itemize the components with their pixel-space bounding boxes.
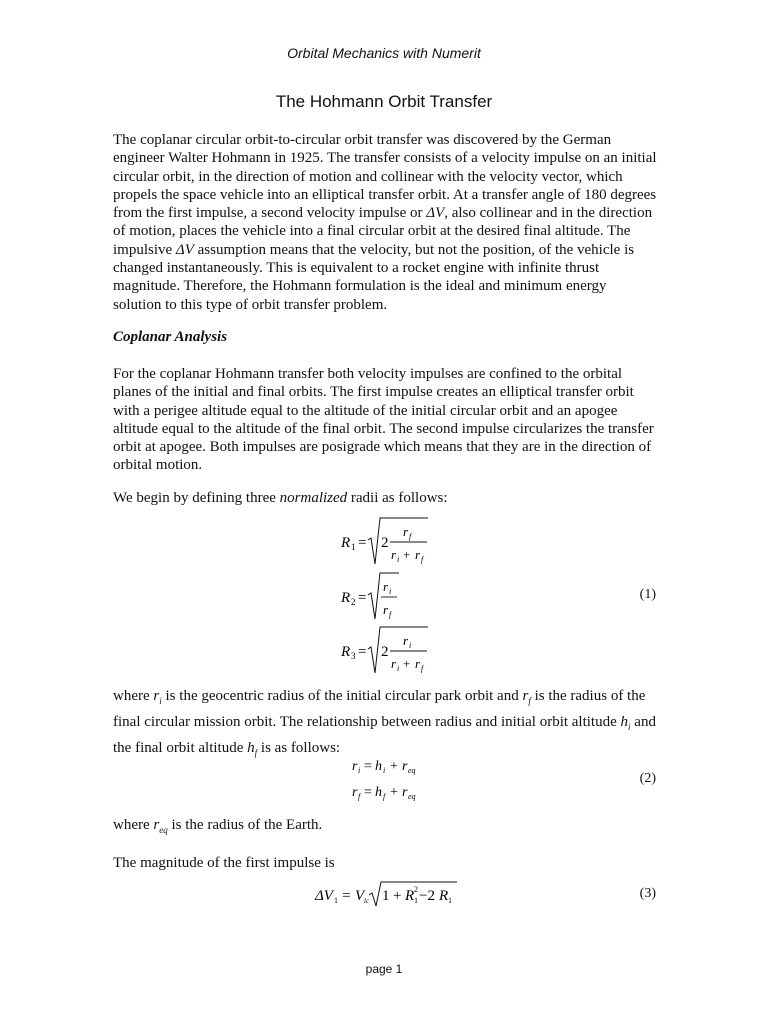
r3-equals: = <box>358 644 367 660</box>
eq2-l2-a: h <box>375 785 382 800</box>
r2-lhs-sub: 2 <box>351 597 356 607</box>
r3-coef: 2 <box>381 644 389 660</box>
para4-text-c: is the radius of the final circular mission orbit. The relationship between radius and initial orbit altitude <box>113 688 646 730</box>
para5-text-b: is the radius of the Earth. <box>167 817 323 833</box>
r1-den-a-sub: i <box>397 555 400 564</box>
eq2-l2-equals: = <box>364 785 372 800</box>
r1-num: r <box>403 524 409 539</box>
r1-lhs-sub: 1 <box>351 542 356 552</box>
rf-symbol: r <box>522 688 529 704</box>
req-symbol: r <box>153 817 160 833</box>
eq3-lhs-sub: 1 <box>334 896 338 905</box>
running-header: Orbital Mechanics with Numerit <box>287 45 481 61</box>
hi-symbol: h <box>620 714 629 730</box>
ri-symbol: r <box>153 688 160 704</box>
eq3-r2-sub: 1 <box>448 896 452 905</box>
equation-number-1: (1) <box>639 587 656 602</box>
para3-emphasis: normalized <box>279 490 348 506</box>
r2-den-sub: f <box>389 610 392 619</box>
eq3-r-sup: 2 <box>414 885 418 894</box>
r2-num-sub: i <box>389 587 392 596</box>
r1-equals: = <box>358 535 367 551</box>
eq2-l2-lhs-sub: f <box>358 792 361 801</box>
equation-r3 <box>340 627 428 673</box>
equation-r2 <box>340 573 399 619</box>
para3-text-a: We begin by defining three <box>113 490 280 506</box>
eq3-r: R <box>405 888 415 904</box>
r3-plus: + <box>403 656 411 671</box>
eq2-l1-equals: = <box>364 759 372 774</box>
eq3-plus: + <box>393 888 402 904</box>
eq2-l1-lhs-sub: i <box>358 766 361 775</box>
eq2-l1-lhs: r <box>352 759 358 774</box>
eq2-l1-b-sub: eq <box>408 766 416 775</box>
r1-den-b-sub: f <box>421 555 424 564</box>
eq3-r-sub: 1 <box>414 896 418 905</box>
ri-sub: i <box>159 696 162 706</box>
r3-den-b-sub: f <box>421 664 424 673</box>
eq3-v: V <box>355 888 365 904</box>
intro-text-c: assumption means that the velocity, but not the position, of the vehicle is changed instantaneously. This is equivalent to a rocket engine with infinite thrust magnitude. Therefore, the Hohmann formulation is the ideal and minimum energy solution to this type of orbit transfer problem. <box>113 241 635 313</box>
r3-num-sub: i <box>409 641 412 650</box>
eq2-l2-a-sub: f <box>383 792 386 801</box>
eq2-l2-lhs: r <box>352 785 358 800</box>
r3-num: r <box>403 633 409 648</box>
eq2-l1-b: r <box>402 759 408 774</box>
eq3-v-sub: lc <box>364 897 370 905</box>
r3-den-a: r <box>391 656 397 671</box>
eq3-minus: −2 <box>419 888 435 904</box>
equation-number-3: (3) <box>639 886 656 901</box>
eq3-equals: = <box>342 888 351 904</box>
normalized-radii-paragraph <box>113 489 658 507</box>
para4-text-b: is the geocentric radius of the initial circular park orbit and <box>161 688 523 704</box>
req-sub: eq <box>159 825 168 835</box>
eq2-l1-plus: + <box>390 759 398 774</box>
equation-ri <box>352 759 416 775</box>
eq2-l1-a-sub: i <box>383 766 386 775</box>
r1-plus: + <box>403 547 411 562</box>
equation-2 <box>348 752 438 804</box>
r1-den-b: r <box>415 547 421 562</box>
eq3-one: 1 <box>382 888 390 904</box>
r3-den-a-sub: i <box>397 664 400 673</box>
r2-num: r <box>383 579 389 594</box>
hi-sub: i <box>628 722 631 732</box>
coplanar-paragraph: For the coplanar Hohmann transfer both velocity impulses are confined to the orbital planes of the initial and final orbits. The first impulse creates an elliptical transfer orbit with a perigee altitude equal to the altitude of the initial circular orbit and an apogee altitude equal to the altitude of the final orbit. The second impulse circularizes the transfer orbit at apogee. Both impulses are posigrade which means that they are in the direction of orbital motion. <box>113 366 654 474</box>
first-impulse-paragraph: The magnitude of the first impulse is <box>113 855 335 871</box>
hf-sub: f <box>254 748 258 758</box>
para4-text-a: where <box>113 688 154 704</box>
r2-equals: = <box>358 590 367 606</box>
para4-text-e: is as follows: <box>257 740 341 756</box>
delta-v-symbol: ΔV <box>175 241 194 258</box>
r1-lhs: R <box>341 535 351 551</box>
equation-3 <box>312 878 462 910</box>
intro-text-b: , also collinear and in the direction of motion, places the vehicle into a final circular orbit at the desired final altitude. The impulsive <box>113 205 653 258</box>
r1-num-sub: f <box>409 532 412 541</box>
rf-sub: f <box>528 696 531 706</box>
eq3-lhs: ΔV <box>315 888 333 904</box>
intro-paragraph <box>113 131 658 314</box>
page-title: The Hohmann Orbit Transfer <box>275 92 493 111</box>
eq3-r2: R <box>439 888 449 904</box>
r2-den: r <box>383 602 389 617</box>
eq2-l2-plus: + <box>390 785 398 800</box>
section-heading: Coplanar Analysis <box>113 329 228 345</box>
equation-r1 <box>340 518 428 564</box>
page-number: page 1 <box>365 962 403 976</box>
r1-den-a: r <box>391 547 397 562</box>
r3-lhs-sub: 3 <box>351 651 356 661</box>
equation-number-2: (2) <box>639 771 656 786</box>
para5-text-a: where <box>113 817 154 833</box>
r2-lhs: R <box>341 590 351 606</box>
para4-text-d: and the final orbit altitude <box>113 714 656 756</box>
r3-lhs: R <box>341 644 351 660</box>
eq2-l2-b-sub: eq <box>408 792 416 801</box>
para3-text-b: radii as follows: <box>347 490 448 506</box>
equation-1 <box>335 512 445 682</box>
intro-text-a: The coplanar circular orbit-to-circular orbit transfer was discovered by the German engineer Walter Hohmann in 1925. The transfer consists of a velocity impulse on an initial circular orbit, in the direction of motion and collinear with the velocity vector, which propels the space vehicle into an elliptical transfer orbit. At a transfer angle of 180 degrees from the first impulse, a second velocity impulse or <box>113 132 657 222</box>
r3-den-b: r <box>415 656 421 671</box>
r1-coef: 2 <box>381 535 389 551</box>
delta-v-symbol: ΔV <box>426 205 445 222</box>
hf-symbol: h <box>247 740 255 756</box>
eq2-l2-b: r <box>402 785 408 800</box>
equation-rf <box>352 785 416 801</box>
eq2-l1-a: h <box>375 759 382 774</box>
earth-radius-paragraph <box>113 816 658 839</box>
